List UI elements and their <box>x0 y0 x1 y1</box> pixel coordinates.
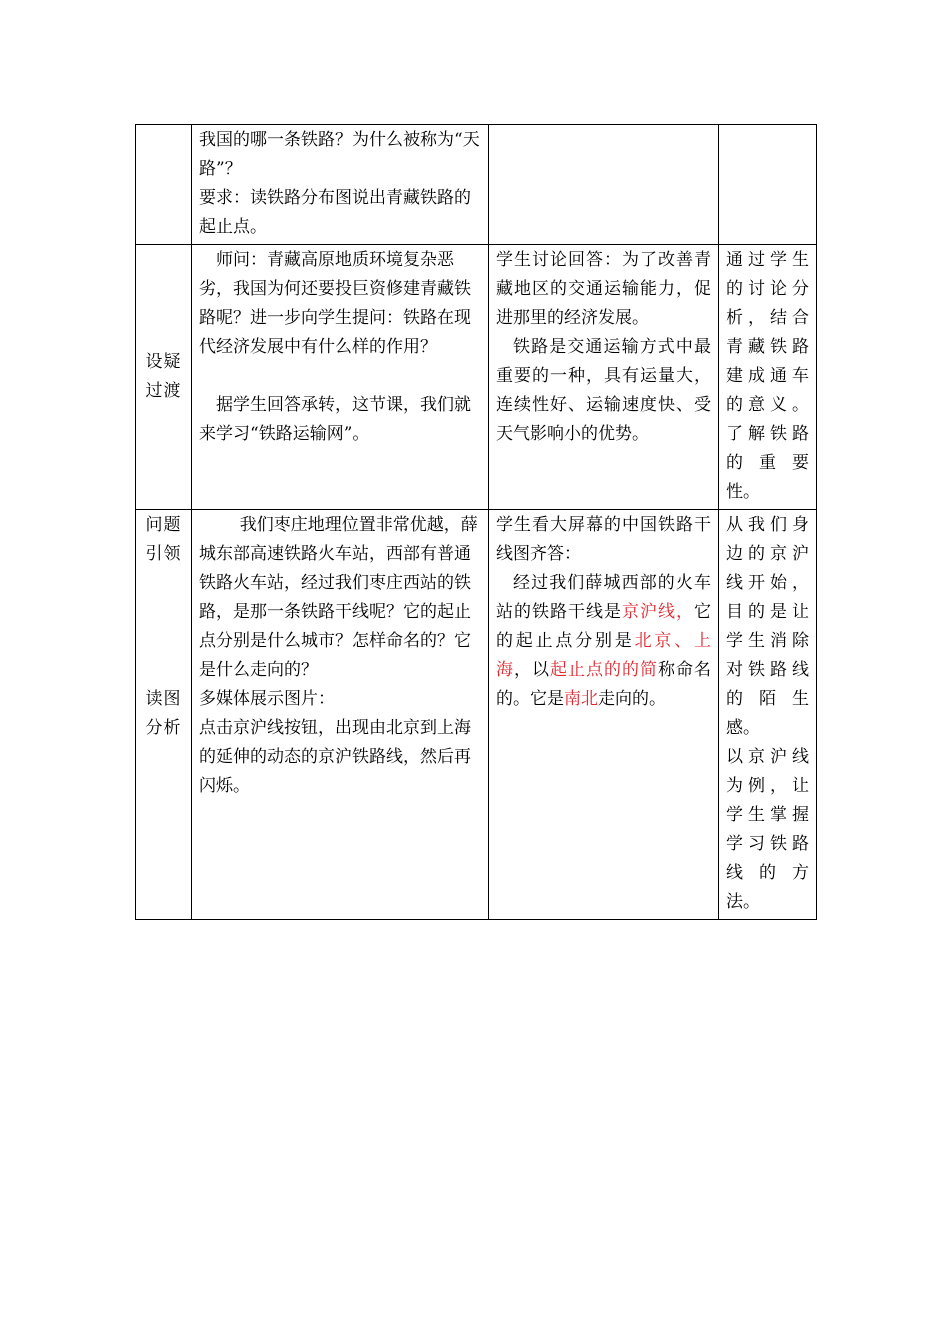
stage-label: 引领 <box>145 544 182 564</box>
stage-label: 问题 <box>145 515 182 535</box>
stage-label-cell <box>136 510 192 920</box>
student-activity-cell <box>489 245 719 510</box>
stage-label: 设疑 <box>145 351 182 372</box>
intent-text: 通过学生的讨论分析，结合青藏铁路建成通车的意义。了解铁路的重要性。 <box>726 250 809 502</box>
teacher-text: 据学生回答承转，这节课，我们就来学习“铁路运输网”。 <box>199 395 471 444</box>
highlight-text: 北京、上海 <box>496 631 712 680</box>
student-text: 学生讨论回答：为了改善青藏地区的交通运输能力，促进那里的经济发展。 <box>496 250 711 328</box>
student-activity-cell <box>489 510 719 920</box>
table-row <box>136 245 817 510</box>
highlight-text: 京沪线， <box>622 602 694 622</box>
stage-label-cell <box>136 125 192 245</box>
lesson-plan-table <box>135 124 817 920</box>
stage-label: 读图 <box>145 689 182 709</box>
student-text: 学生看大屏幕的中国铁路干线图齐答： <box>496 515 711 564</box>
student-answer <box>496 569 711 714</box>
teacher-text: 要求：读铁路分布图说出青藏铁路的起止点。 <box>199 188 471 237</box>
highlight-text: 南北 <box>564 689 598 709</box>
design-intent-cell <box>719 125 817 245</box>
teacher-activity-cell <box>192 125 489 245</box>
teacher-text: 点击京沪线按钮，出现由北京到上海的延伸的动态的京沪铁路线，然后再闪烁。 <box>199 718 471 796</box>
stage-label: 分析 <box>145 718 182 738</box>
answer-text: 称命名的。它是 <box>496 660 711 709</box>
stage-label-cell <box>136 245 192 510</box>
intent-text: 从我们身边的京沪线开始，目的是让学生消除对铁路线的陌生感。 <box>726 515 809 738</box>
highlight-text: 起止点的的简 <box>550 660 658 680</box>
student-text: 铁路是交通运输方式中最重要的一种，具有运量大，连续性好、运输速度快、受天气影响小的优势。 <box>496 337 711 444</box>
table-row <box>136 125 817 245</box>
teacher-text: 师问：青藏高原地质环境复杂恶劣，我国为何还要投巨资修建青藏铁路呢？进一步向学生提问：铁路在现代经济发展中有什么样的作用？ <box>199 250 471 357</box>
intent-text: 以京沪线为例，让学生掌握学习铁路线的方法。 <box>726 747 809 912</box>
table-row <box>136 510 817 920</box>
teacher-text: 我们枣庄地理位置非常优越，薛城东部高速铁路火车站，西部有普通铁路火车站，经过我们枣庄西站的铁路，是那一条铁路干线呢？它的起止点分别是什么城市？怎样命名的？它是什么走向的？ <box>199 515 478 680</box>
answer-text: 经过我们薛城西部的火车站的铁路干线是 <box>496 573 711 622</box>
design-intent-cell <box>719 245 817 510</box>
answer-text: 它的起止点分别是 <box>496 602 711 651</box>
teacher-text: 我国的哪一条铁路？为什么被称为“天路”？ <box>199 130 480 179</box>
answer-text: 走向的。 <box>598 689 666 709</box>
teacher-activity-cell <box>192 510 489 920</box>
stage-label: 过渡 <box>145 380 182 401</box>
teacher-text: 多媒体展示图片： <box>199 689 335 709</box>
answer-text: ，以 <box>514 660 550 680</box>
teacher-activity-cell <box>192 245 489 510</box>
design-intent-cell <box>719 510 817 920</box>
student-activity-cell <box>489 125 719 245</box>
